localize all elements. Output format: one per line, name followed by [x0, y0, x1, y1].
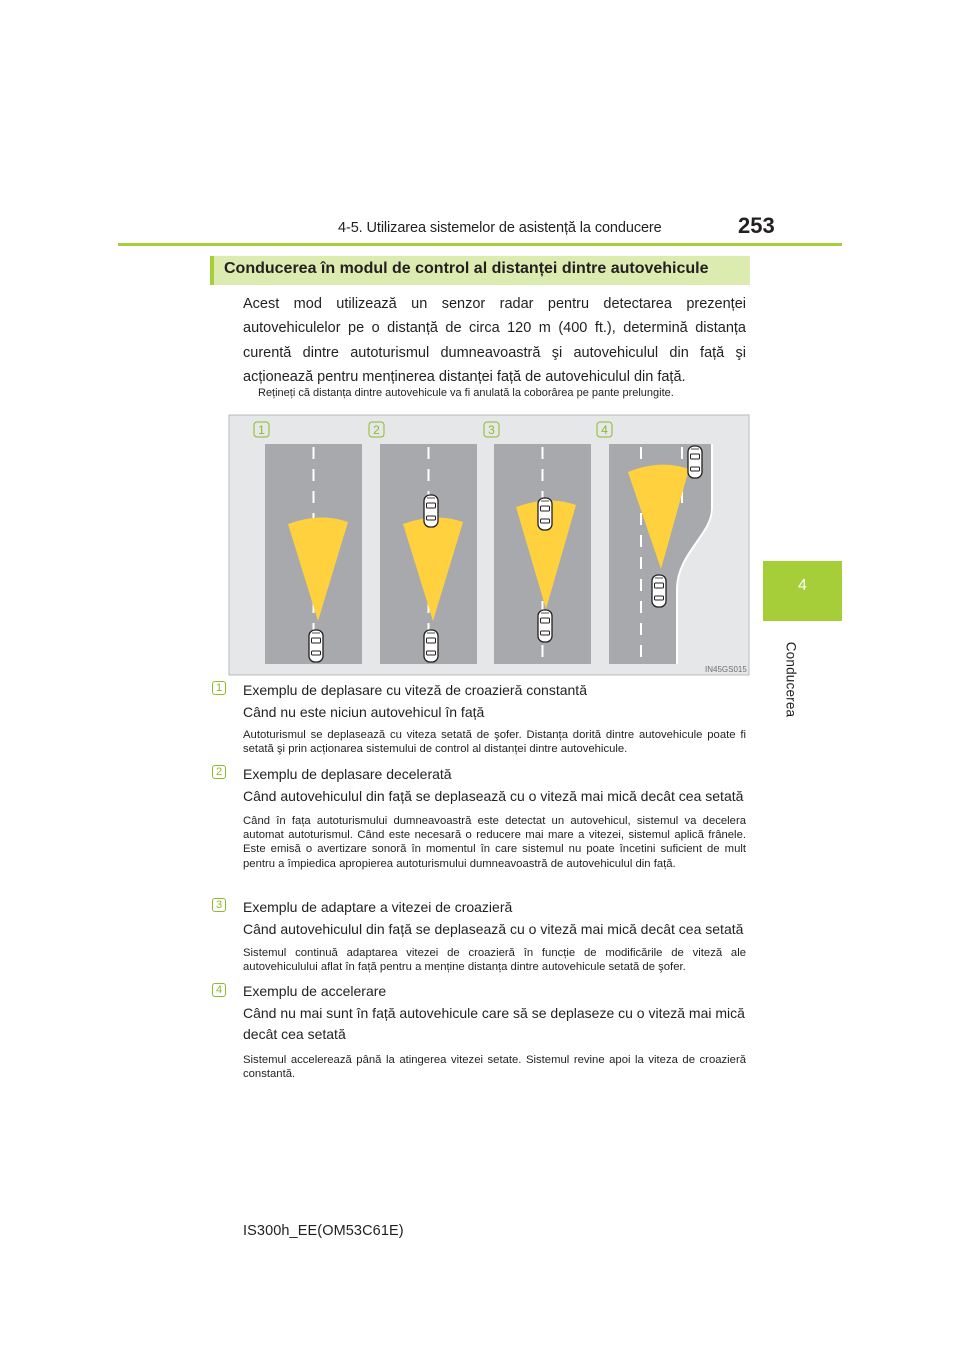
section-heading — [210, 256, 750, 285]
chapter-side-label: Conducerea — [783, 641, 799, 718]
example-number-4: 4 — [212, 983, 226, 997]
figure-svg — [228, 414, 750, 676]
example-desc-1: Autoturismul se deplasează cu viteza setată de şofer. Distanța dorită dintre autovehicule poate fi setată şi prin acționarea sistemului de control al distanței dintre autovehicule. — [243, 729, 746, 756]
header-rule — [118, 243, 842, 246]
chapter-tab — [763, 561, 842, 621]
cruise-control-figure — [228, 414, 750, 676]
header-section-title: 4-5. Utilizarea sistemelor de asistență la conducere — [338, 220, 662, 236]
example-desc-4: Sistemul accelerează până la atingerea vitezei setate. Sistemul revine apoi la viteza de croazieră constantă. — [243, 1054, 746, 1081]
example-number-3: 3 — [212, 898, 226, 912]
page-number: 253 — [738, 213, 775, 238]
example-number-2: 2 — [212, 765, 226, 779]
car-2-own — [424, 630, 438, 662]
car-3-lead — [538, 498, 552, 530]
example-desc-2: Când în fața autoturismului dumneavoastră este detectat un autovehicul, sistemul va decelera automat autoturismul. Când este necesară o reducere mai mare a vitezei, sistemul aplică frânele. Este emisă o avertizare sonoră în momentul în care sistemul nu poate încetini suficient de mult pentru a împiedica apropierea autoturismului dumneavoastră de autovehiculul din față. — [243, 815, 746, 870]
example-title-2: Exemplu de deplasare decelerată Când autovehiculul din față se deplasează cu o viteză mai mică decât cea setată — [243, 766, 744, 804]
figure-code: IN45GS015 — [705, 665, 747, 674]
example-title-4: Exemplu de accelerare Când nu mai sunt în față autovehicule care să se deplaseze cu o viteză mai mică decât cea setată — [243, 983, 745, 1042]
figure-label-4: 4 — [601, 423, 608, 437]
car-1-own — [309, 630, 323, 662]
chapter-tab-number: 4 — [798, 577, 807, 594]
example-title-3: Exemplu de adaptare a vitezei de croazieră Când autovehiculul din față se deplasează cu o viteză mai mică decât cea setată — [243, 899, 744, 937]
figure-label-1: 1 — [258, 423, 265, 437]
note-paragraph: Rețineți că distanța dintre autovehicule va fi anulată la coborârea pe pante prelungite. — [258, 387, 674, 399]
figure-label-3: 3 — [488, 423, 495, 437]
car-4-lead — [688, 446, 702, 478]
figure-label-2: 2 — [373, 423, 380, 437]
example-title-1: Exemplu de deplasare cu viteză de croazieră constantă Când nu este niciun autovehicul în față — [243, 682, 587, 720]
intro-paragraph: Acest mod utilizează un senzor radar pentru detectarea prezenței autovehiculelor pe o distanță de circa 120 m (400 ft.), determină distanța curentă dintre autoturismul dumneavoastră şi autovehiculul din față şi acționează pentru menținerea distanței față de autovehiculul din față. — [243, 296, 746, 385]
car-3-own — [538, 610, 552, 642]
example-number-1: 1 — [212, 681, 226, 695]
section-heading-text: Conducerea în modul de control al distanței dintre autovehicule — [224, 260, 709, 277]
car-4-own — [652, 575, 666, 607]
car-2-lead — [424, 495, 438, 527]
example-desc-3: Sistemul continuă adaptarea vitezei de croazieră în funcție de modificările de viteză ale autovehiculului aflat în față pentru a menține distanța dintre autovehicule setată de şofer. — [243, 947, 746, 974]
manual-code: IS300h_EE(OM53C61E) — [243, 1223, 404, 1239]
